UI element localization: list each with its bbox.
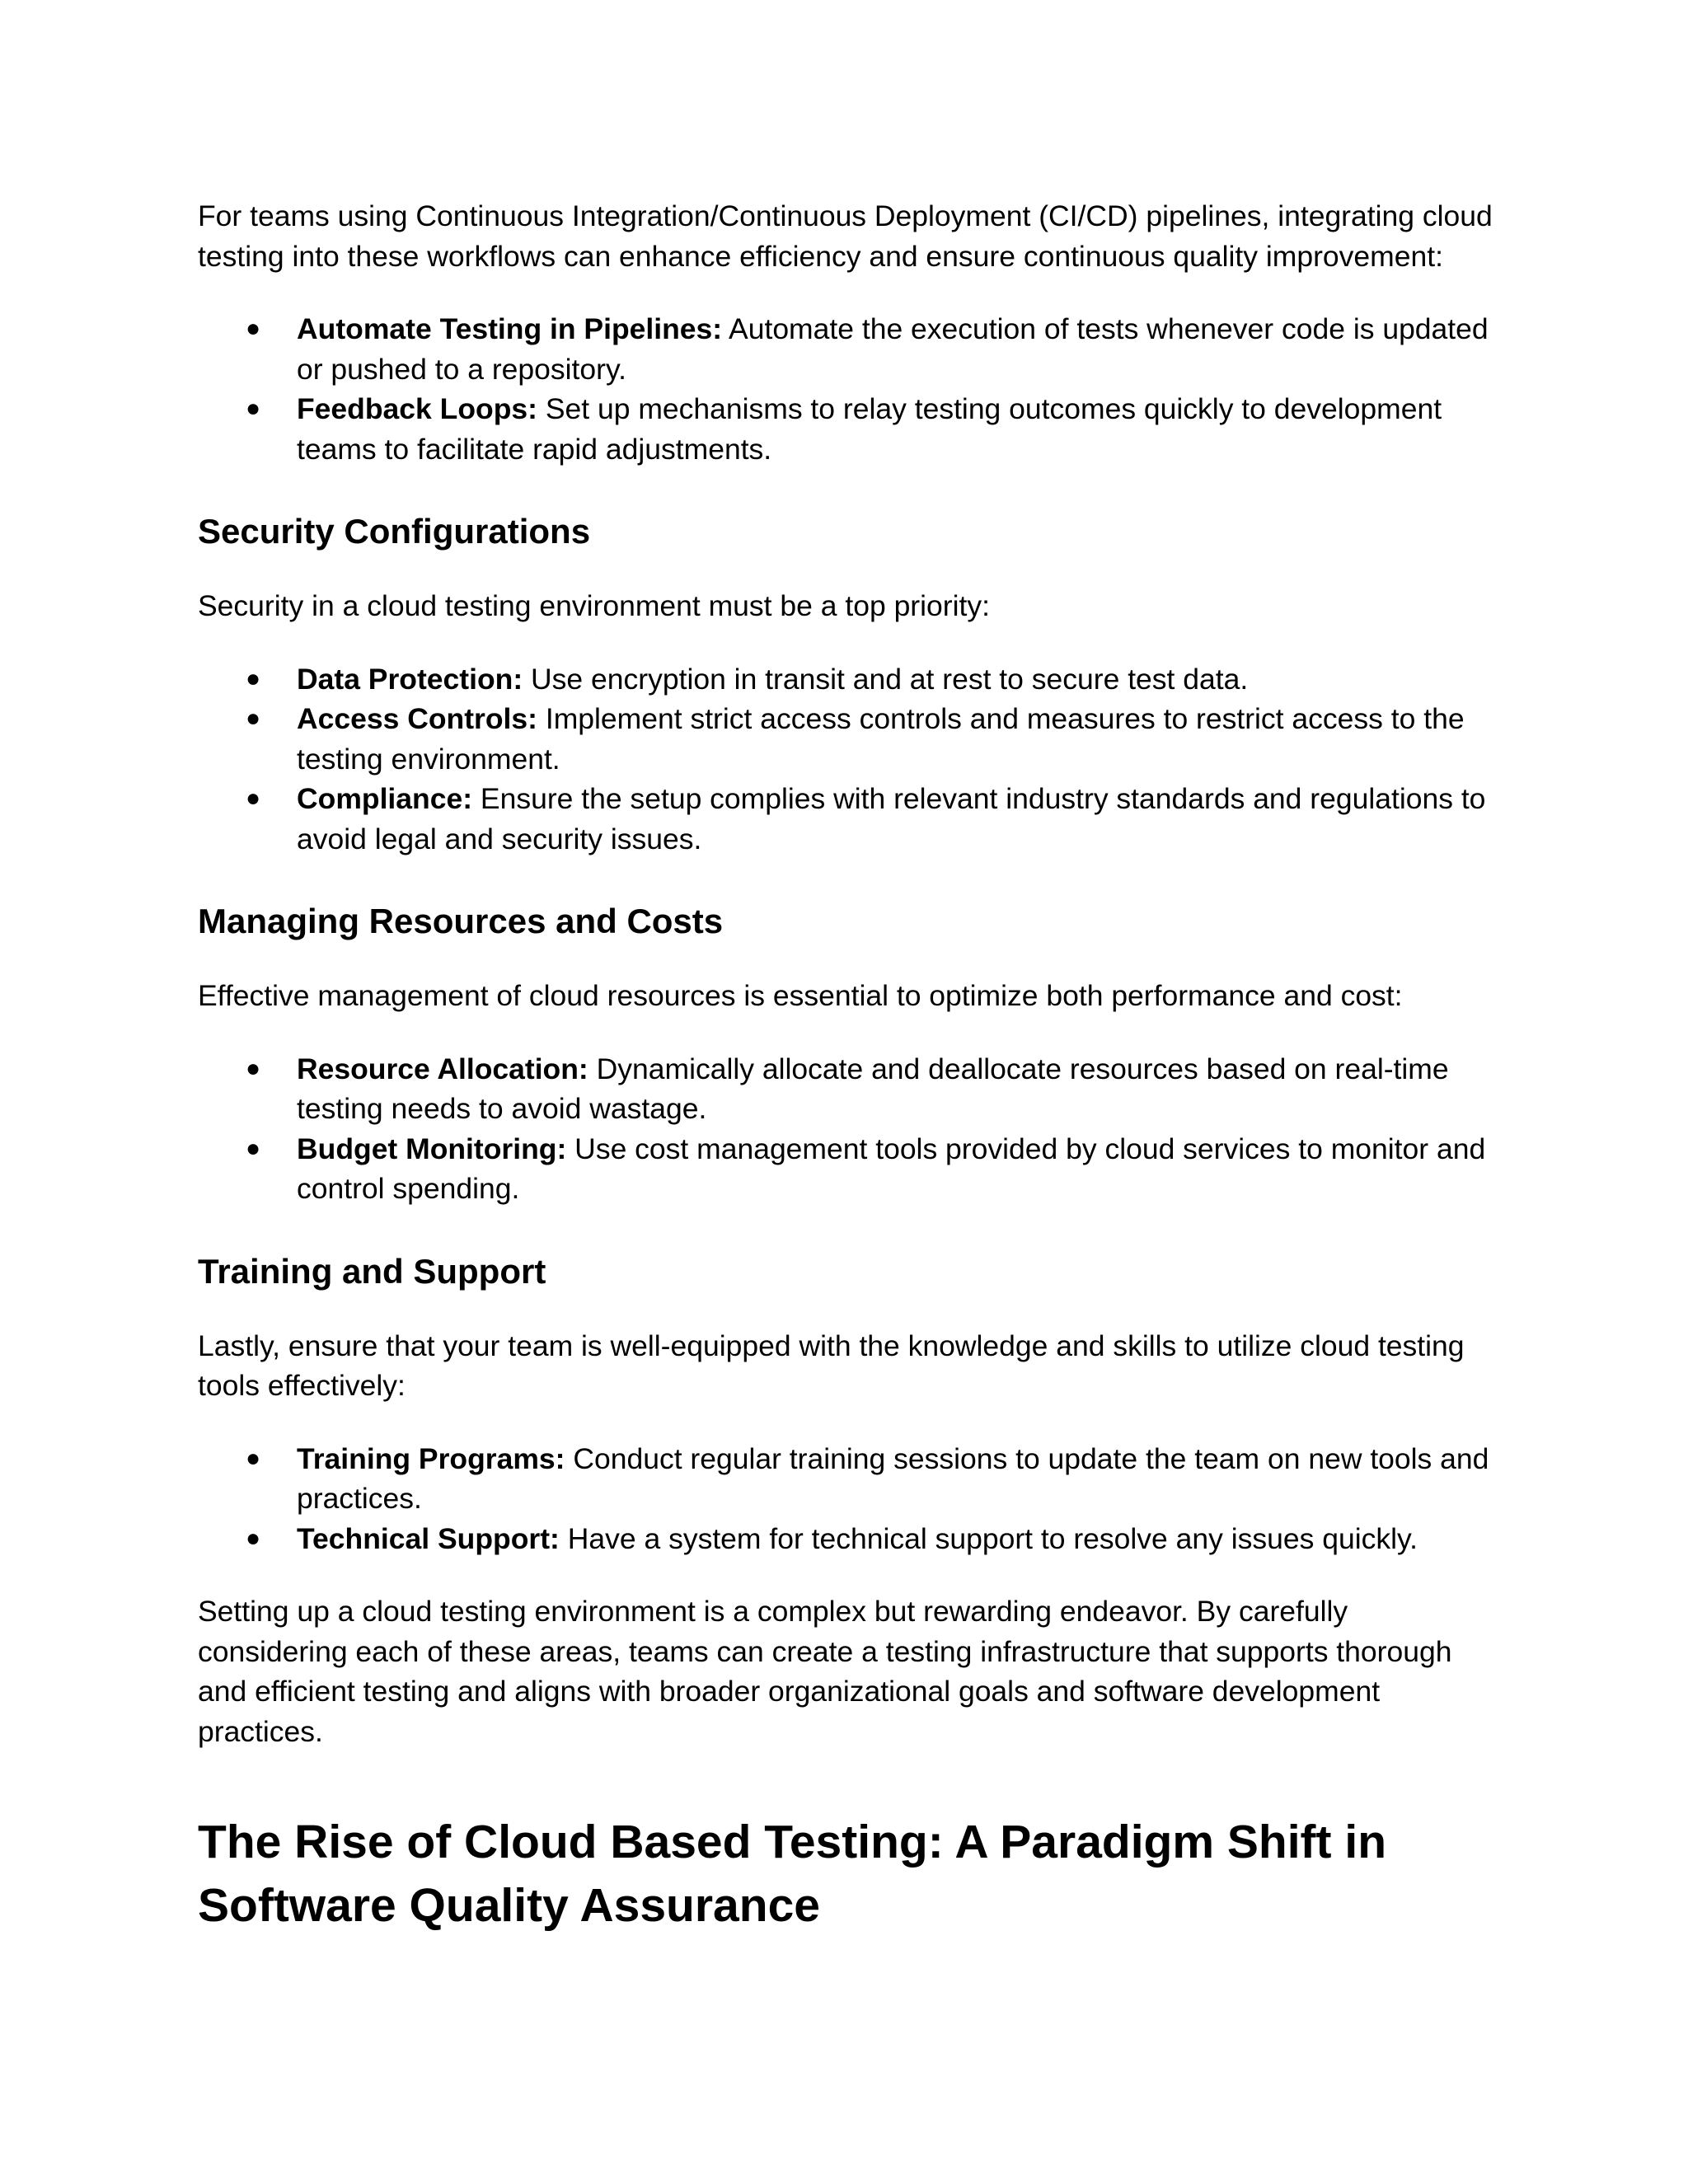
item-term: Data Protection: xyxy=(297,662,523,696)
bullet-icon: ● xyxy=(246,705,261,732)
item-text: Conduct regular training sessions to update the team on new tools and practices. xyxy=(297,1441,1489,1515)
list-item xyxy=(198,1439,1500,1519)
bullet-icon: ● xyxy=(246,315,261,342)
training-intro-paragraph: Lastly, ensure that your team is well-equipped with the knowledge and skills to utilize cloud testing tools effectively: xyxy=(198,1329,1465,1402)
list-item xyxy=(198,1129,1500,1209)
security-heading: Security Configurations xyxy=(198,512,591,551)
list-item xyxy=(198,389,1500,469)
resources-bullet-list xyxy=(198,1049,1500,1209)
item-text: Use cost management tools provided by cloud services to monitor and control spending. xyxy=(297,1132,1486,1205)
item-text: Set up mechanisms to relay testing outcomes quickly to development teams to facilitate rapid adjustments. xyxy=(297,392,1442,466)
training-bullet-list xyxy=(198,1439,1500,1559)
bullet-icon: ● xyxy=(246,395,261,422)
item-term: Budget Monitoring: xyxy=(297,1132,567,1165)
cicd-intro-paragraph: For teams using Continuous Integration/Continuous Deployment (CI/CD) pipelines, integrating cloud testing into these workflows can enhance efficiency and ensure continuous quality improvement: xyxy=(198,199,1493,273)
item-term: Technical Support: xyxy=(297,1521,560,1555)
document-page xyxy=(198,196,1500,1938)
bullet-icon: ● xyxy=(246,1524,261,1552)
bullet-icon: ● xyxy=(246,1444,261,1472)
list-item xyxy=(198,699,1500,779)
item-text: Implement strict access controls and measures to restrict access to the testing environment. xyxy=(297,702,1465,776)
item-term: Resource Allocation: xyxy=(297,1052,588,1085)
conclusion-paragraph: Setting up a cloud testing environment is a complex but rewarding endeavor. By carefully considering each of these areas, teams can create a testing infrastructure that supports thorough and efficient testing and aligns with broader organizational goals and software development practices. xyxy=(198,1595,1452,1748)
main-section-heading: The Rise of Cloud Based Testing: A Paradigm Shift in Software Quality Assurance xyxy=(198,1816,1387,1932)
bullet-icon: ● xyxy=(246,785,261,812)
resources-intro-paragraph: Effective management of cloud resources is essential to optimize both performance and cost: xyxy=(198,979,1403,1012)
item-text: Automate the execution of tests whenever code is updated or pushed to a repository. xyxy=(297,312,1489,386)
list-item xyxy=(198,659,1500,700)
item-text: Dynamically allocate and deallocate resources based on real-time testing needs to avoid wastage. xyxy=(297,1052,1449,1125)
bullet-icon: ● xyxy=(246,1134,261,1162)
item-text: Ensure the setup complies with relevant industry standards and regulations to avoid legal and security issues. xyxy=(297,782,1486,855)
item-term: Automate Testing in Pipelines: xyxy=(297,312,723,345)
list-item xyxy=(198,1049,1500,1129)
item-term: Feedback Loops: xyxy=(297,392,537,425)
bullet-icon: ● xyxy=(246,664,261,692)
cicd-bullet-list xyxy=(198,309,1500,469)
item-term: Compliance: xyxy=(297,782,473,815)
list-item xyxy=(198,309,1500,389)
list-item xyxy=(198,1519,1500,1559)
training-heading: Training and Support xyxy=(198,1251,546,1291)
security-intro-paragraph: Security in a cloud testing environment must be a top priority: xyxy=(198,589,990,622)
item-text: Use encryption in transit and at rest to secure test data. xyxy=(523,662,1249,696)
item-text: Have a system for technical support to resolve any issues quickly. xyxy=(559,1521,1418,1555)
bullet-icon: ● xyxy=(246,1054,261,1082)
list-item xyxy=(198,779,1500,859)
security-bullet-list xyxy=(198,659,1500,860)
item-term: Training Programs: xyxy=(297,1441,565,1475)
item-term: Access Controls: xyxy=(297,702,537,735)
resources-heading: Managing Resources and Costs xyxy=(198,902,724,940)
